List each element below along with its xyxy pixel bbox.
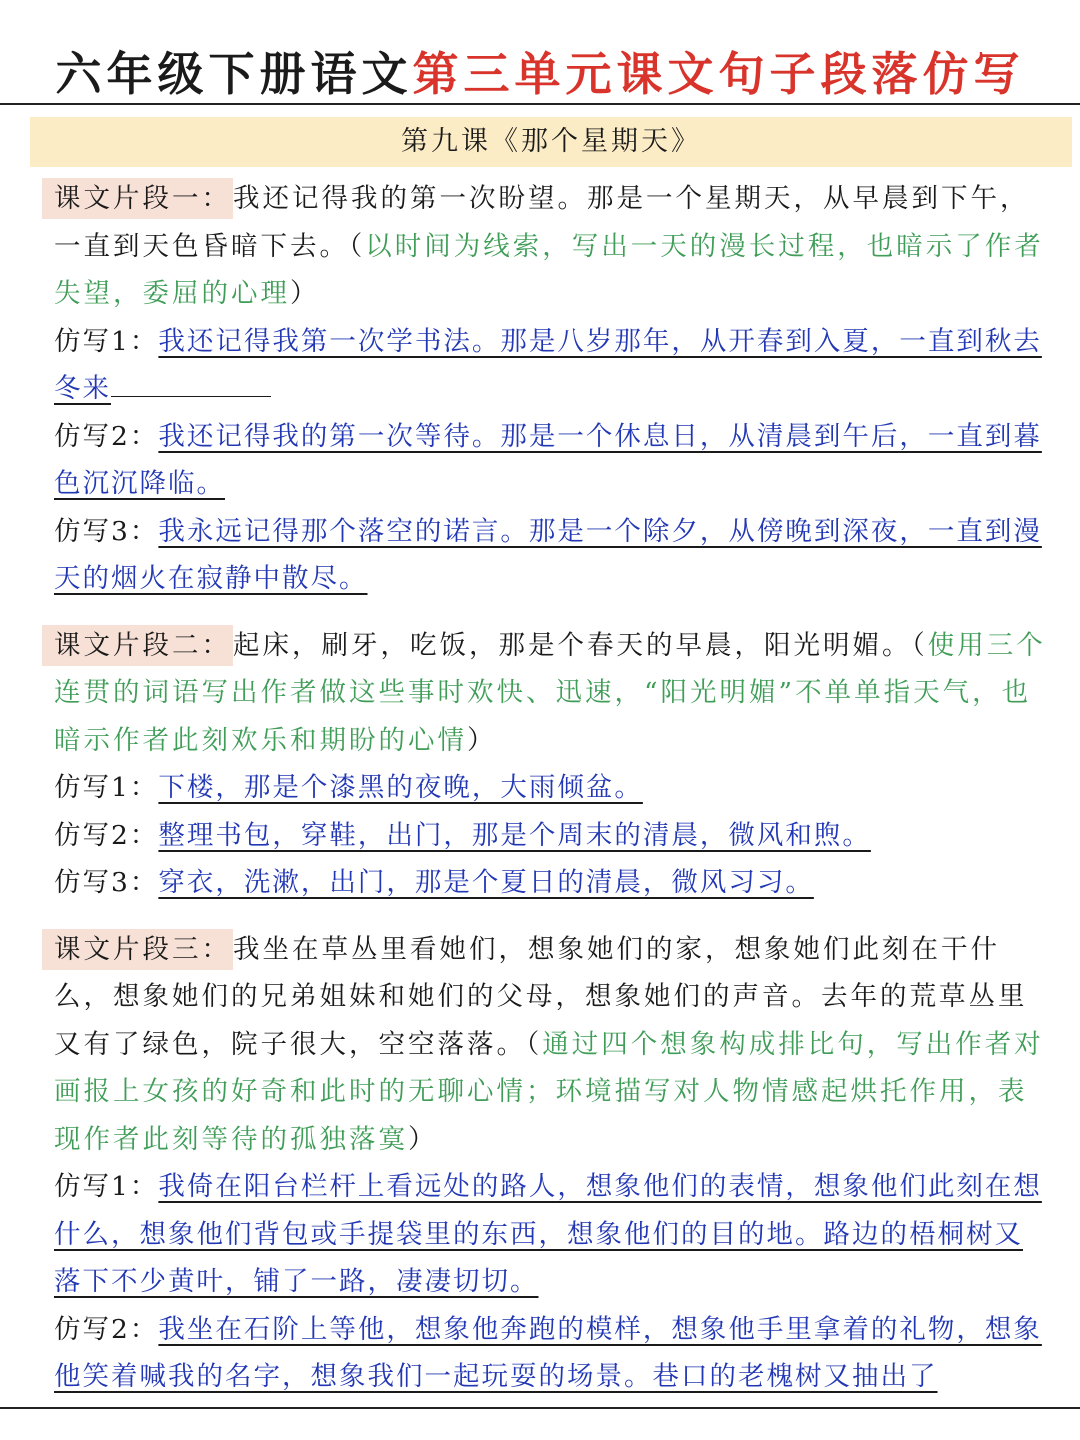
imitation-item <box>54 413 1048 508</box>
imitation-label: 仿写2： <box>54 1313 159 1345</box>
excerpt-note: 通过四个想象构成排比句，写出作者对画报上女孩的好奇和此时的无聊心情；环境描写对人物情感起烘托作用，表现作者此刻等待的孤独落寞 <box>54 1028 1044 1155</box>
title-red: 第三单元课文句子段落仿写 <box>412 47 1025 101</box>
excerpt-note: 使用三个连贯的词语写出作者做这些事时欢快、迅速，“阳光明媚”不单单指天气，也暗示作者此刻欢乐和期盼的心情 <box>54 629 1046 756</box>
imitation-label: 仿写3： <box>54 515 159 547</box>
excerpt-text: 我坐在草丛里看她们，想象她们的家，想象她们此刻在干什么，想象她们的兄弟姐妹和她们的父母，想象她们的声音。去年的荒草丛里又有了绿色，院子很大，空空落落。（ <box>54 933 1028 1060</box>
imitation-item <box>54 812 1048 860</box>
imitation-label: 仿写2： <box>54 420 159 452</box>
imitation-text: 我永远记得那个落空的诺言。那是一个除夕，从傍晚到深夜，一直到漫天的烟火在寂静中散尽。 <box>54 515 1042 594</box>
excerpt-text: 我还记得我的第一次盼望。那是一个星期天，从早晨到下午，一直到天色昏暗下去。（ <box>54 183 1030 262</box>
title-black: 六年级下册语文 <box>55 47 413 101</box>
excerpt-section-3 <box>54 926 1048 1401</box>
excerpt-paragraph <box>54 175 1048 318</box>
excerpt-paragraph <box>54 622 1048 765</box>
excerpt-section-1 <box>54 175 1048 603</box>
content <box>54 175 1048 1420</box>
excerpt-note: 以时间为线索，写出一天的漫长过程，也暗示了作者失望，委屈的心理 <box>54 230 1044 309</box>
imitation-text: 我坐在石阶上等他，想象他奔跑的模样，想象他手里拿着的礼物，想象他笑着喊我的名字，想象我们一起玩耍的场景。巷口的老槐树又抽出了 <box>54 1313 1042 1392</box>
imitation-label: 仿写3： <box>54 867 159 898</box>
excerpt-label: 课文片段一： <box>42 178 233 219</box>
excerpt-close: ） <box>408 1123 438 1155</box>
imitation-item <box>54 859 1048 907</box>
lesson-heading: 第九课《那个星期天》 <box>30 117 1072 167</box>
imitation-text: 我还记得我的第一次等待。那是一个休息日，从清晨到午后，一直到暮色沉沉降临。 <box>54 420 1042 499</box>
imitation-text: 穿衣，洗漱，出门，那是个夏日的清晨，微风习习。 <box>158 867 814 898</box>
page-title <box>0 38 1080 110</box>
imitation-text: 下楼，那是个漆黑的夜晚，大雨倾盆。 <box>158 772 643 803</box>
excerpt-close: ） <box>290 278 320 309</box>
imitation-item <box>54 1163 1048 1306</box>
imitation-text: 我倚在阳台栏杆上看远处的路人，想象他们的表情，想象他们此刻在想什么，想象他们背包或手提袋里的东西，想象他们的目的地。路边的梧桐树又落下不少黄叶，铺了一路，凄凄切切。 <box>54 1171 1042 1297</box>
excerpt-close: ） <box>467 724 497 756</box>
excerpt-label: 课文片段二： <box>42 625 233 666</box>
imitation-text: 整理书包，穿鞋，出门，那是个周末的清晨，微风和煦。 <box>158 819 871 851</box>
excerpt-label: 课文片段三： <box>42 929 233 970</box>
imitation-label: 仿写1： <box>54 325 159 357</box>
imitation-item <box>54 1306 1048 1401</box>
imitation-label: 仿写1： <box>54 1171 159 1202</box>
imitation-label: 仿写2： <box>54 819 159 851</box>
title-rule <box>0 103 1080 105</box>
blank-line <box>111 395 271 397</box>
excerpt-paragraph <box>54 926 1048 1164</box>
imitation-item <box>54 508 1048 603</box>
imitation-item <box>54 318 1048 413</box>
excerpt-section-2 <box>54 622 1048 907</box>
imitation-item <box>54 764 1048 812</box>
imitation-text: 我还记得我第一次学书法。那是八岁那年，从开春到入夏，一直到秋去冬来 <box>54 325 1042 404</box>
footer-rule <box>0 1407 1080 1409</box>
excerpt-text: 起床，刷牙，吃饭，那是个春天的早晨，阳光明媚。（ <box>233 629 928 661</box>
imitation-label: 仿写1： <box>54 772 159 803</box>
